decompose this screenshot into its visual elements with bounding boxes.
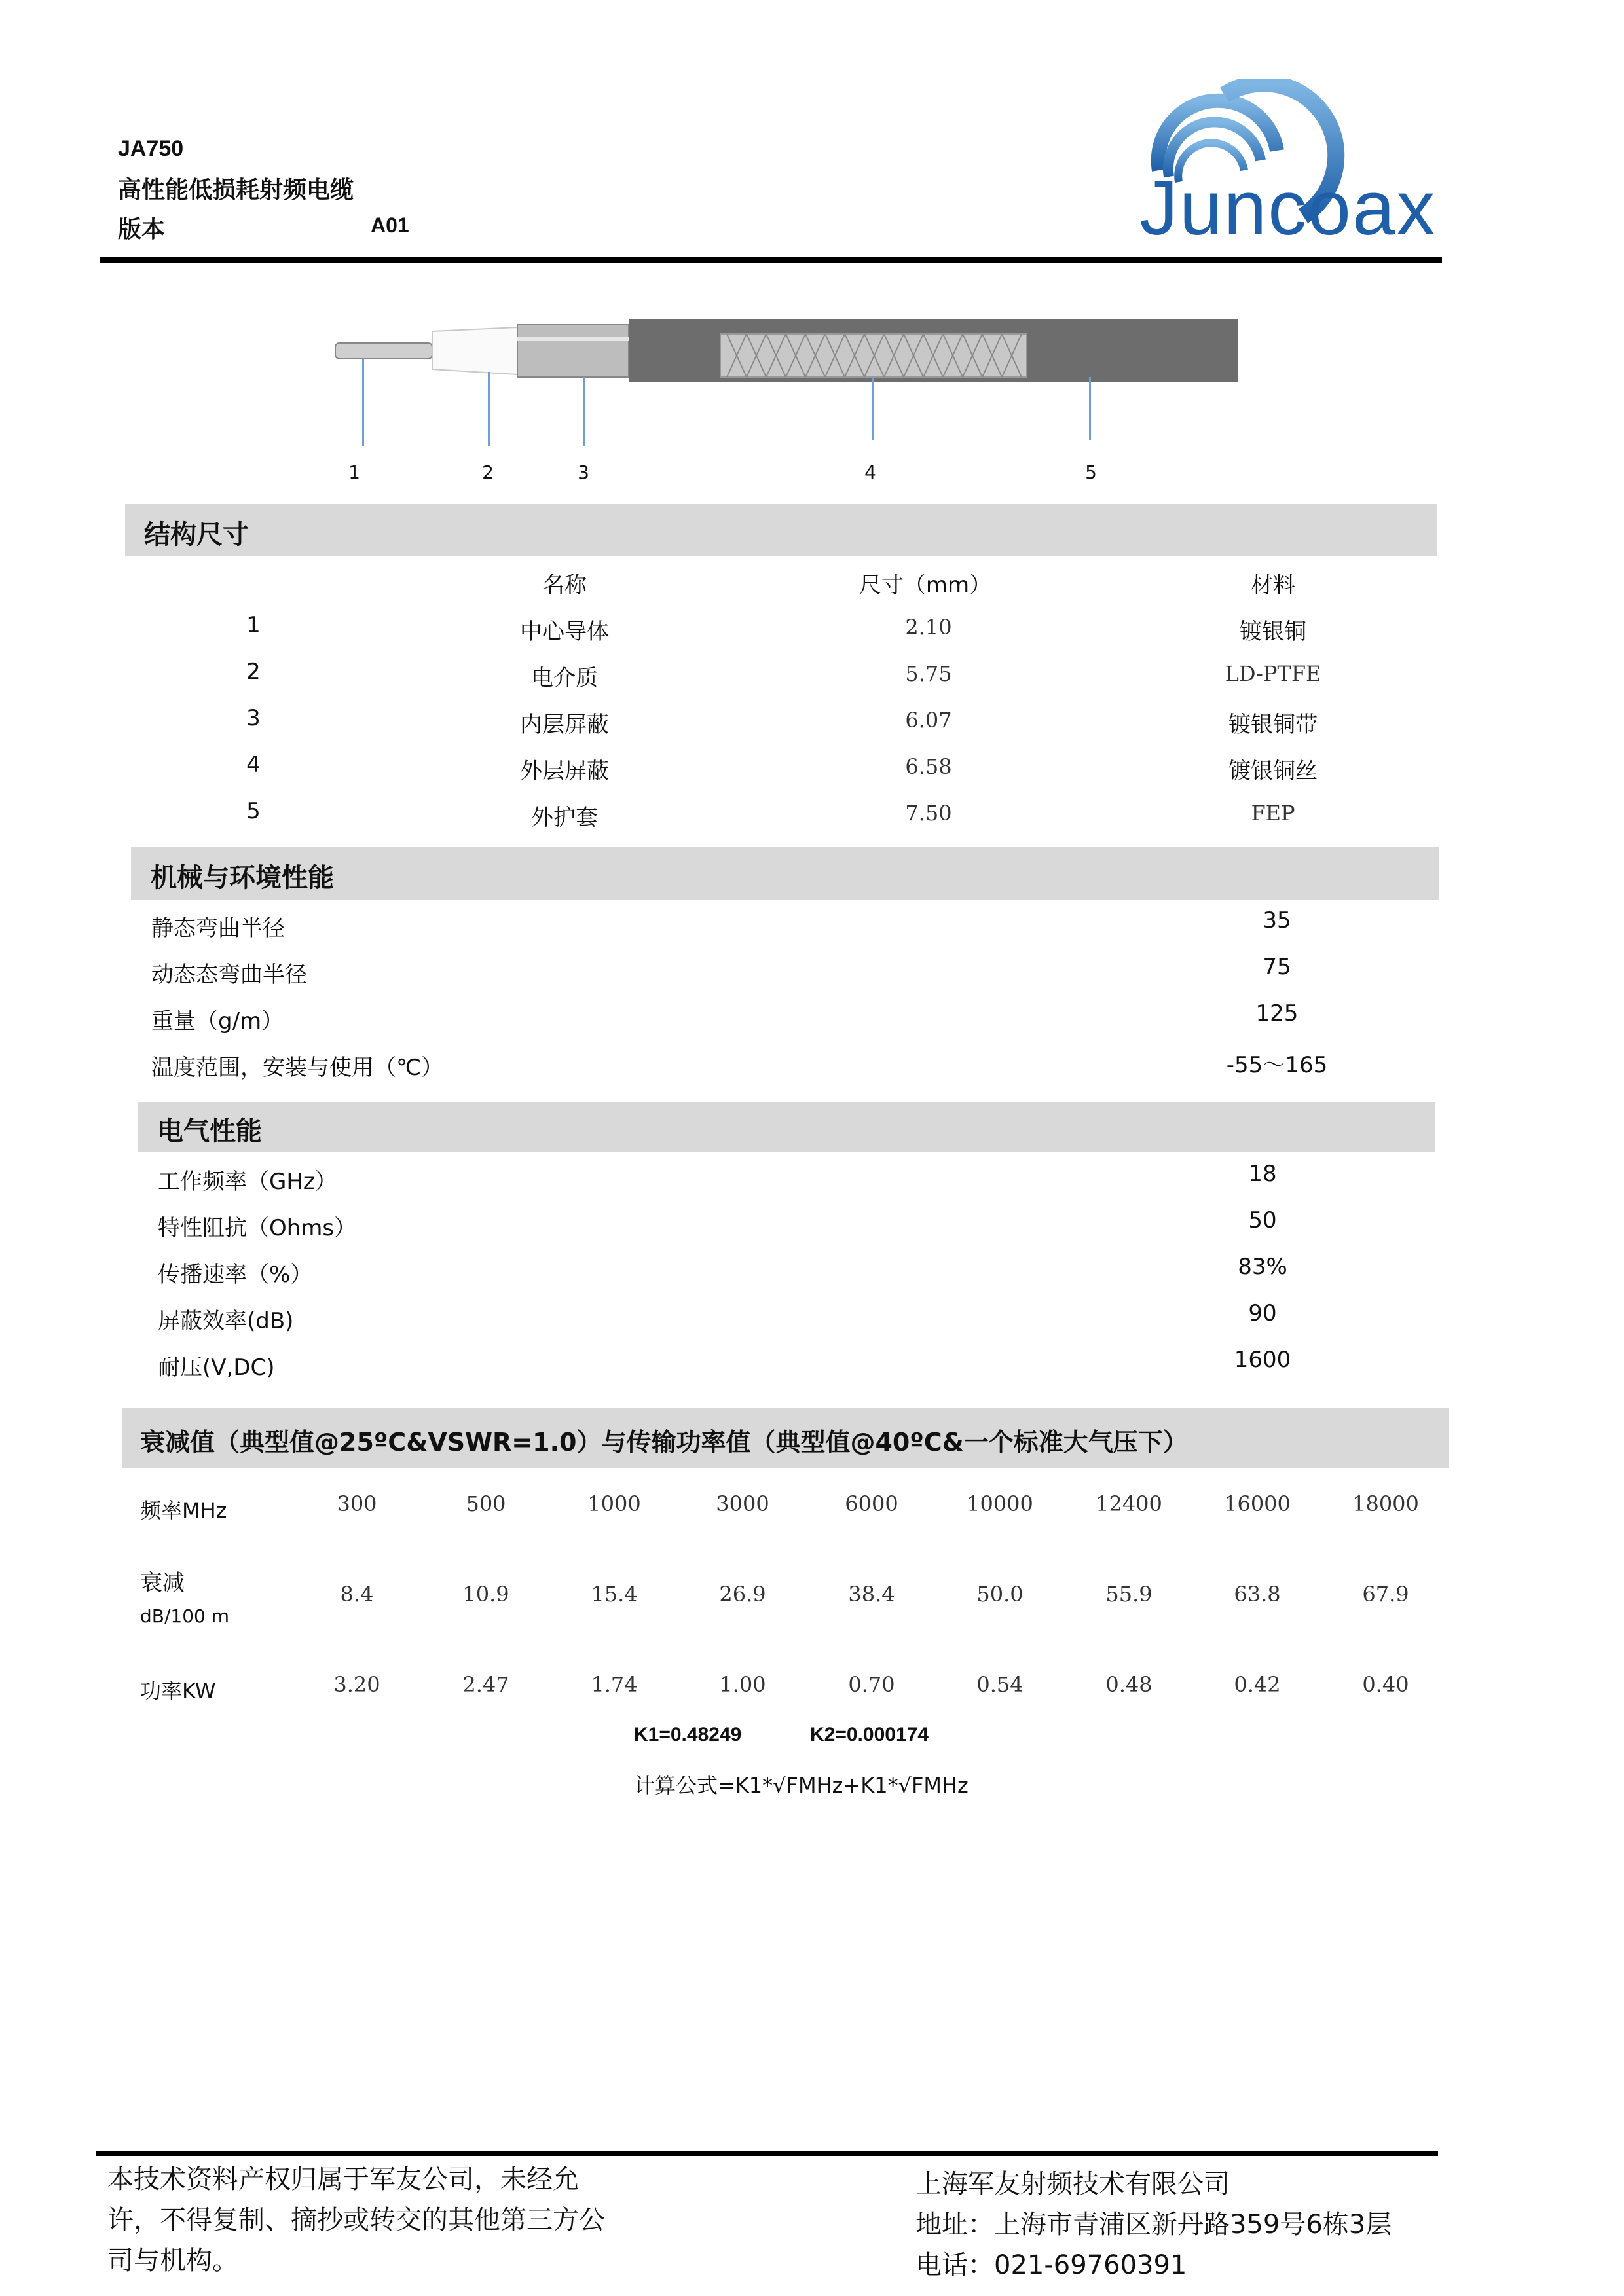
attenuation-value: 10.9 bbox=[462, 1582, 509, 1607]
spec-label: 静态弯曲半径 bbox=[151, 915, 285, 941]
company-address: 地址：上海市青浦区新丹路359号6栋3层 bbox=[915, 2210, 1392, 2240]
spec-value: 18 bbox=[1248, 1161, 1277, 1187]
callout-label: 2 bbox=[482, 462, 494, 483]
callout-line-3 bbox=[583, 377, 585, 446]
component-name: 外护套 bbox=[531, 805, 598, 831]
spec-label: 动态态弯曲半径 bbox=[151, 962, 307, 988]
callout-line-2 bbox=[488, 372, 490, 446]
frequency-value: 10000 bbox=[967, 1491, 1033, 1516]
copyright-notice-line: 司与机构。 bbox=[107, 2246, 238, 2276]
spec-value: -55～165 bbox=[1226, 1052, 1328, 1078]
attenuation-value: 55.9 bbox=[1105, 1582, 1153, 1607]
spec-label: 传播速率（%） bbox=[158, 1262, 313, 1288]
spec-value: 83% bbox=[1238, 1254, 1287, 1280]
electrical-title: 电气性能 bbox=[157, 1116, 262, 1146]
version-value: A01 bbox=[371, 213, 409, 237]
attenuation-value: 50.0 bbox=[976, 1582, 1024, 1607]
copyright-notice-line: 许，不得复制、摘抄或转交的其他第三方公 bbox=[107, 2205, 605, 2235]
component-material: 镀银铜带 bbox=[1228, 712, 1318, 738]
callout-label: 3 bbox=[578, 462, 589, 483]
power-value: 2.47 bbox=[462, 1672, 509, 1697]
k2-constant: K2=0.000174 bbox=[810, 1724, 929, 1745]
power-value: 0.42 bbox=[1234, 1672, 1281, 1697]
attenuation-value: 15.4 bbox=[591, 1582, 638, 1607]
component-size: 6.07 bbox=[905, 708, 952, 733]
component-size: 5.75 bbox=[905, 661, 952, 686]
power-value: 0.48 bbox=[1105, 1672, 1153, 1697]
component-size: 6.58 bbox=[905, 754, 952, 779]
col-header-material: 材料 bbox=[1251, 572, 1295, 598]
company-phone: 电话：021-69760391 bbox=[915, 2250, 1187, 2280]
header-rule bbox=[100, 257, 1442, 263]
callout-line-4 bbox=[872, 377, 874, 440]
component-name: 外层屏蔽 bbox=[520, 758, 609, 784]
k1-constant: K1=0.48249 bbox=[634, 1724, 742, 1745]
frequency-value: 18000 bbox=[1352, 1491, 1419, 1516]
component-name: 中心导体 bbox=[520, 619, 609, 645]
spec-label: 屏蔽效率(dB) bbox=[158, 1308, 294, 1334]
spec-value: 1600 bbox=[1234, 1347, 1291, 1373]
structure-title: 结构尺寸 bbox=[144, 520, 249, 550]
row-number: 1 bbox=[246, 612, 261, 638]
power-value: 1.74 bbox=[591, 1672, 638, 1697]
company-name: 上海军友射频技术有限公司 bbox=[915, 2169, 1230, 2199]
callout-line-5 bbox=[1089, 377, 1091, 440]
cable-diagram bbox=[0, 301, 1624, 498]
attenuation-value: 38.4 bbox=[848, 1582, 895, 1607]
structure-header-band bbox=[125, 504, 1437, 556]
component-material: 镀银铜 bbox=[1240, 619, 1306, 645]
component-material: LD-PTFE bbox=[1225, 661, 1321, 686]
callout-label: 4 bbox=[864, 462, 876, 483]
copyright-notice-line: 本技术资料产权归属于军友公司，未经允 bbox=[107, 2164, 579, 2195]
model-number: JA750 bbox=[118, 136, 184, 161]
frequency-value: 500 bbox=[466, 1491, 506, 1516]
component-name: 电介质 bbox=[531, 665, 598, 691]
row-number: 4 bbox=[246, 752, 261, 778]
mechanical-title: 机械与环境性能 bbox=[151, 863, 334, 893]
electrical-header-band bbox=[138, 1102, 1435, 1152]
col-header-name: 名称 bbox=[542, 572, 587, 598]
spec-value: 75 bbox=[1263, 954, 1291, 980]
power-value: 1.00 bbox=[719, 1672, 766, 1697]
spec-value: 125 bbox=[1255, 1000, 1299, 1027]
frequency-value: 3000 bbox=[716, 1491, 769, 1516]
attenuation-value: 63.8 bbox=[1234, 1582, 1281, 1607]
spec-label: 温度范围，安装与使用（℃） bbox=[151, 1055, 444, 1081]
atten-row-label: 衰减 bbox=[140, 1570, 185, 1596]
attenuation-value: 67.9 bbox=[1362, 1582, 1409, 1607]
product-name: 高性能低损耗射频电缆 bbox=[118, 177, 354, 204]
component-size: 2.10 bbox=[905, 615, 952, 640]
spec-value: 35 bbox=[1263, 907, 1291, 934]
spec-label: 重量（g/m） bbox=[151, 1008, 284, 1034]
callout-label: 5 bbox=[1085, 462, 1097, 483]
freq-row-label: 频率MHz bbox=[140, 1498, 227, 1523]
frequency-value: 300 bbox=[337, 1491, 377, 1516]
version-label: 版本 bbox=[118, 216, 166, 243]
row-number: 5 bbox=[246, 798, 261, 824]
logo-text: Juncoax bbox=[1139, 165, 1437, 251]
power-value: 0.54 bbox=[976, 1672, 1024, 1697]
power-value: 0.70 bbox=[848, 1672, 895, 1697]
component-name: 内层屏蔽 bbox=[520, 712, 609, 738]
spec-label: 耐压(V,DC) bbox=[158, 1355, 275, 1381]
attenuation-value: 26.9 bbox=[719, 1582, 766, 1607]
cable-cross-section-illustration bbox=[0, 301, 1624, 498]
component-size: 7.50 bbox=[905, 801, 952, 826]
power-row-label: 功率KW bbox=[140, 1679, 216, 1704]
spec-value: 90 bbox=[1248, 1300, 1277, 1326]
spec-label: 特性阻抗（Ohms） bbox=[158, 1215, 357, 1241]
frequency-value: 12400 bbox=[1096, 1491, 1162, 1516]
component-material: 镀银铜丝 bbox=[1228, 758, 1318, 784]
atten-unit-label: dB/100 m bbox=[140, 1605, 230, 1627]
callout-label: 1 bbox=[348, 462, 360, 483]
callout-line-1 bbox=[362, 359, 364, 446]
frequency-value: 6000 bbox=[845, 1491, 898, 1516]
spec-value: 50 bbox=[1248, 1207, 1277, 1233]
power-value: 3.20 bbox=[333, 1672, 380, 1697]
frequency-value: 16000 bbox=[1224, 1491, 1291, 1516]
footer-rule bbox=[96, 2151, 1438, 2156]
component-material: FEP bbox=[1251, 801, 1295, 826]
attenuation-value: 8.4 bbox=[340, 1582, 374, 1607]
formula-text: 计算公式=K1*√FMHz+K1*√FMHz bbox=[634, 1773, 969, 1798]
row-number: 3 bbox=[246, 705, 261, 731]
col-header-size: 尺寸（mm） bbox=[858, 572, 992, 598]
power-value: 0.40 bbox=[1362, 1672, 1409, 1697]
row-number: 2 bbox=[246, 659, 261, 685]
attenuation-title: 衰减值（典型值@25ºC&VSWR=1.0）与传输功率值（典型值@40ºC&一个标准大气压下） bbox=[140, 1428, 1188, 1457]
spec-label: 工作频率（GHz） bbox=[158, 1169, 337, 1195]
juncoax-logo bbox=[1133, 79, 1441, 249]
frequency-value: 1000 bbox=[587, 1491, 641, 1516]
